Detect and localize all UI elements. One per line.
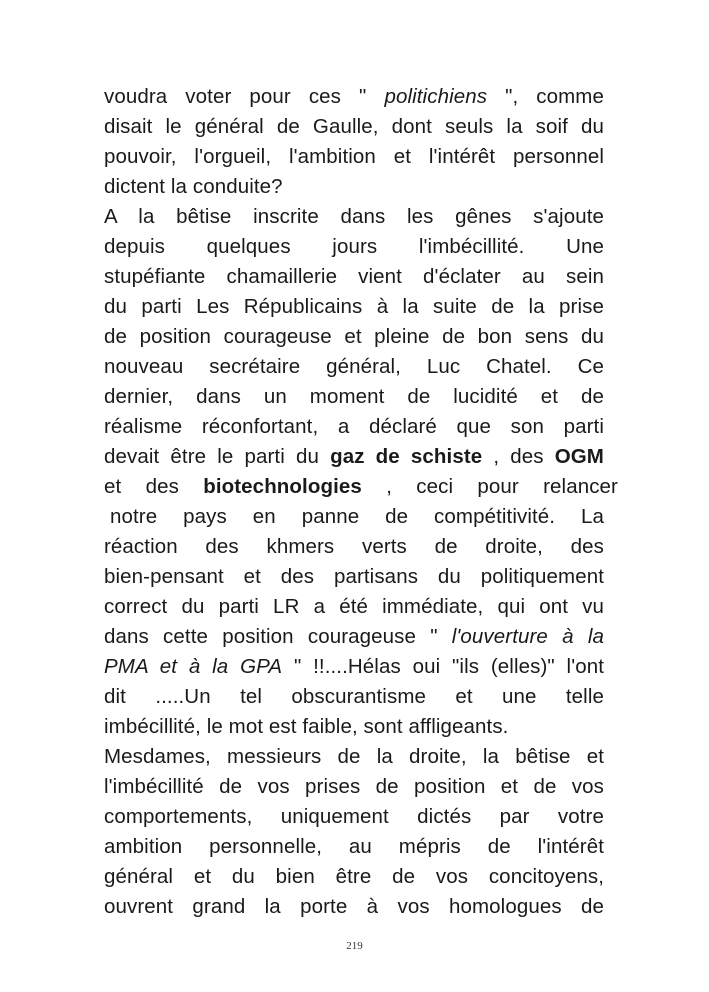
text-line xyxy=(104,532,604,562)
text-line xyxy=(104,712,604,742)
text-segment: bien-pensant et des partisans du politiquement xyxy=(104,565,604,588)
text-segment: nouveau secrétaire général, Luc Chatel. Ce xyxy=(104,355,604,378)
text-line xyxy=(104,802,604,832)
text-line xyxy=(104,442,604,472)
text-line xyxy=(104,832,604,862)
bold-text: OGM xyxy=(554,445,604,468)
bold-text: biotechnologies xyxy=(203,475,362,498)
text-segment: stupéfiante chamaillerie vient d'éclater au sein xyxy=(104,265,604,288)
text-line xyxy=(104,562,604,592)
text-segment: ouvrent grand la porte à vos homologues de xyxy=(104,895,604,918)
text-segment: dictent la conduite? xyxy=(104,175,283,198)
text-line xyxy=(104,412,604,442)
text-line xyxy=(104,472,618,502)
text-line xyxy=(104,622,604,652)
text-line xyxy=(104,742,604,772)
text-line xyxy=(104,382,604,412)
text-segment: A la bêtise inscrite dans les gênes s'ajoute xyxy=(104,205,604,228)
text-line xyxy=(104,862,604,892)
text-segment: correct du parti LR a été immédiate, qui ont vu xyxy=(104,595,604,618)
text-line xyxy=(104,172,604,202)
text-line xyxy=(104,322,604,352)
text-segment: réaction des khmers verts de droite, des xyxy=(104,535,604,558)
body-text xyxy=(104,82,618,922)
text-segment: dernier, dans un moment de lucidité et de xyxy=(104,385,604,408)
text-segment: devait être le parti du xyxy=(104,445,331,468)
text-segment: de position courageuse et pleine de bon sens du xyxy=(104,325,604,348)
text-line xyxy=(104,202,604,232)
text-line xyxy=(104,772,604,802)
text-line xyxy=(104,112,604,142)
text-line xyxy=(104,682,604,712)
text-line xyxy=(104,292,604,322)
text-segment: voudra voter pour ces " xyxy=(104,85,385,108)
text-segment: et des xyxy=(104,475,204,498)
text-segment: l'imbécillité de vos prises de position et de vos xyxy=(104,775,604,798)
text-segment: disait le général de Gaulle, dont seuls la soif du xyxy=(104,115,604,138)
text-line xyxy=(104,892,604,922)
text-segment: , ceci pour relancer xyxy=(361,475,618,498)
italic-text: politichiens xyxy=(384,85,488,108)
text-line xyxy=(104,352,604,382)
page-number: 219 xyxy=(346,940,363,952)
text-line xyxy=(104,82,604,112)
text-line xyxy=(104,592,604,622)
text-segment: , des xyxy=(482,445,555,468)
text-segment: " !!....Hélas oui "ils (elles)" l'ont xyxy=(282,655,605,678)
text-segment: comportements, uniquement dictés par votre xyxy=(104,805,604,828)
text-segment: notre pays en panne de compétitivité. La xyxy=(110,505,604,528)
text-segment: ambition personnelle, au mépris de l'intérêt xyxy=(104,835,604,858)
italic-text: l'ouverture à la xyxy=(451,625,604,648)
italic-text: PMA et à la GPA xyxy=(104,655,283,678)
bold-text: gaz de schiste xyxy=(330,445,483,468)
text-segment: imbécillité, le mot est faible, sont affligeants. xyxy=(104,715,509,738)
text-segment: Mesdames, messieurs de la droite, la bêtise et xyxy=(104,745,604,768)
text-line xyxy=(104,502,604,532)
text-line xyxy=(104,142,604,172)
text-segment: dans cette position courageuse " xyxy=(104,625,452,648)
text-line xyxy=(104,232,604,262)
text-segment: pouvoir, l'orgueil, l'ambition et l'intérêt personnel xyxy=(104,145,604,168)
text-segment: réalisme réconfortant, a déclaré que son parti xyxy=(104,415,604,438)
text-segment: dit .....Un tel obscurantisme et une telle xyxy=(104,685,604,708)
text-segment: général et du bien être de vos concitoyens, xyxy=(104,865,604,888)
text-line xyxy=(104,262,604,292)
text-segment: depuis quelques jours l'imbécillité. Une xyxy=(104,235,604,258)
text-segment: du parti Les Républicains à la suite de la prise xyxy=(104,295,604,318)
text-segment: ", comme xyxy=(487,85,604,108)
text-line xyxy=(104,652,604,682)
